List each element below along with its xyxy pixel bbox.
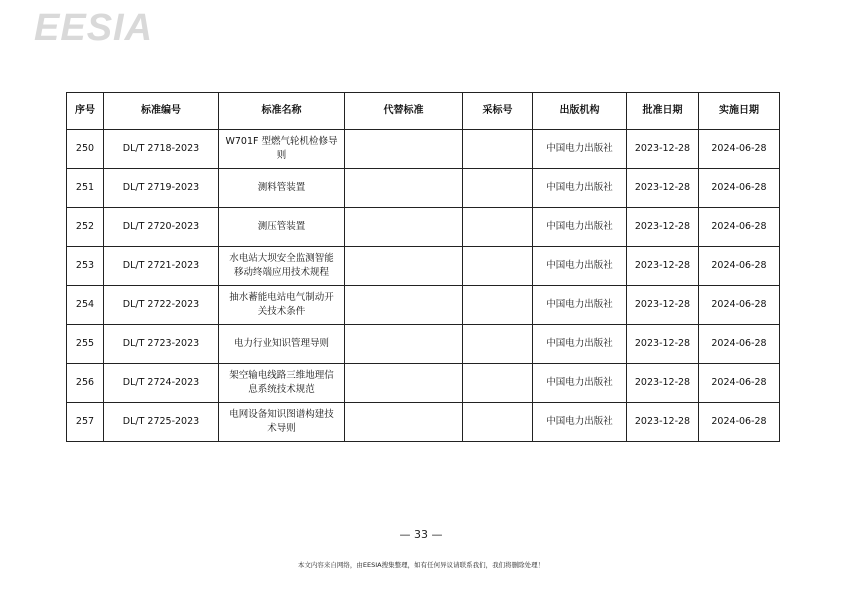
cell-standard-code: DL/T 2719-2023 xyxy=(104,169,219,208)
table-row xyxy=(67,130,780,169)
header-publisher: 出版机构 xyxy=(533,93,627,130)
cell-serial-no: 251 xyxy=(67,169,104,208)
cell-standard-name: 测料管装置 xyxy=(219,169,345,208)
cell-implementation-date: 2024-06-28 xyxy=(699,364,780,403)
header-standard-name: 标准名称 xyxy=(219,93,345,130)
cell-publisher: 中国电力出版社 xyxy=(533,364,627,403)
cell-standard-code: DL/T 2724-2023 xyxy=(104,364,219,403)
cell-standard-name: 水电站大坝安全监测智能移动终端应用技术规程 xyxy=(219,247,345,286)
header-standard-code: 标准编号 xyxy=(104,93,219,130)
cell-publisher: 中国电力出版社 xyxy=(533,286,627,325)
cell-serial-no: 252 xyxy=(67,208,104,247)
header-serial-no: 序号 xyxy=(67,93,104,130)
cell-standard-name: 抽水蓄能电站电气制动开关技术条件 xyxy=(219,286,345,325)
cell-implementation-date: 2024-06-28 xyxy=(699,286,780,325)
table-row xyxy=(67,364,780,403)
cell-standard-name: 架空输电线路三维地理信息系统技术规范 xyxy=(219,364,345,403)
cell-standard-code: DL/T 2720-2023 xyxy=(104,208,219,247)
cell-approval-date: 2023-12-28 xyxy=(627,364,699,403)
cell-publisher: 中国电力出版社 xyxy=(533,403,627,442)
cell-approval-date: 2023-12-28 xyxy=(627,169,699,208)
cell-implementation-date: 2024-06-28 xyxy=(699,325,780,364)
cell-adopted-code xyxy=(463,286,533,325)
cell-implementation-date: 2024-06-28 xyxy=(699,247,780,286)
cell-approval-date: 2023-12-28 xyxy=(627,325,699,364)
header-implementation-date: 实施日期 xyxy=(699,93,780,130)
cell-serial-no: 255 xyxy=(67,325,104,364)
cell-adopted-code xyxy=(463,130,533,169)
cell-standard-code: DL/T 2718-2023 xyxy=(104,130,219,169)
cell-approval-date: 2023-12-28 xyxy=(627,247,699,286)
table-row xyxy=(67,325,780,364)
cell-serial-no: 250 xyxy=(67,130,104,169)
page-number: — 33 — xyxy=(399,528,443,541)
cell-approval-date: 2023-12-28 xyxy=(627,403,699,442)
cell-replaced-standard xyxy=(345,169,463,208)
cell-approval-date: 2023-12-28 xyxy=(627,208,699,247)
cell-standard-name: 电力行业知识管理导则 xyxy=(219,325,345,364)
cell-adopted-code xyxy=(463,247,533,286)
standards-table xyxy=(66,92,780,442)
cell-serial-no: 257 xyxy=(67,403,104,442)
table-row xyxy=(67,169,780,208)
table-row xyxy=(67,208,780,247)
cell-standard-code: DL/T 2722-2023 xyxy=(104,286,219,325)
cell-implementation-date: 2024-06-28 xyxy=(699,130,780,169)
cell-replaced-standard xyxy=(345,364,463,403)
cell-implementation-date: 2024-06-28 xyxy=(699,403,780,442)
cell-standard-name: 电网设备知识图谱构建技术导则 xyxy=(219,403,345,442)
eesia-logo: EESIA xyxy=(34,7,154,49)
cell-replaced-standard xyxy=(345,325,463,364)
cell-approval-date: 2023-12-28 xyxy=(627,130,699,169)
cell-serial-no: 256 xyxy=(67,364,104,403)
cell-standard-code: DL/T 2721-2023 xyxy=(104,247,219,286)
cell-replaced-standard xyxy=(345,286,463,325)
cell-adopted-code xyxy=(463,364,533,403)
cell-serial-no: 253 xyxy=(67,247,104,286)
cell-publisher: 中国电力出版社 xyxy=(533,169,627,208)
cell-replaced-standard xyxy=(345,208,463,247)
table-row xyxy=(67,403,780,442)
cell-standard-code: DL/T 2723-2023 xyxy=(104,325,219,364)
header-approval-date: 批准日期 xyxy=(627,93,699,130)
cell-publisher: 中国电力出版社 xyxy=(533,247,627,286)
footer-disclaimer: 本文内容来自网络，由EESIA搜集整理，如有任何异议请联系我们，我们将删除处理！ xyxy=(297,561,545,569)
table-row xyxy=(67,286,780,325)
header-replaced-standard: 代替标准 xyxy=(345,93,463,130)
cell-standard-name: 测压管装置 xyxy=(219,208,345,247)
cell-standard-code: DL/T 2725-2023 xyxy=(104,403,219,442)
table-body xyxy=(67,130,780,442)
cell-implementation-date: 2024-06-28 xyxy=(699,208,780,247)
header-adopted-code: 采标号 xyxy=(463,93,533,130)
cell-adopted-code xyxy=(463,208,533,247)
cell-publisher: 中国电力出版社 xyxy=(533,208,627,247)
cell-replaced-standard xyxy=(345,247,463,286)
cell-adopted-code xyxy=(463,403,533,442)
cell-standard-name: W701F 型燃气轮机检修导则 xyxy=(219,130,345,169)
cell-implementation-date: 2024-06-28 xyxy=(699,169,780,208)
cell-publisher: 中国电力出版社 xyxy=(533,130,627,169)
table-header-row xyxy=(67,93,780,130)
cell-serial-no: 254 xyxy=(67,286,104,325)
cell-adopted-code xyxy=(463,169,533,208)
cell-adopted-code xyxy=(463,325,533,364)
cell-approval-date: 2023-12-28 xyxy=(627,286,699,325)
cell-replaced-standard xyxy=(345,130,463,169)
cell-publisher: 中国电力出版社 xyxy=(533,325,627,364)
cell-replaced-standard xyxy=(345,403,463,442)
table-row xyxy=(67,247,780,286)
